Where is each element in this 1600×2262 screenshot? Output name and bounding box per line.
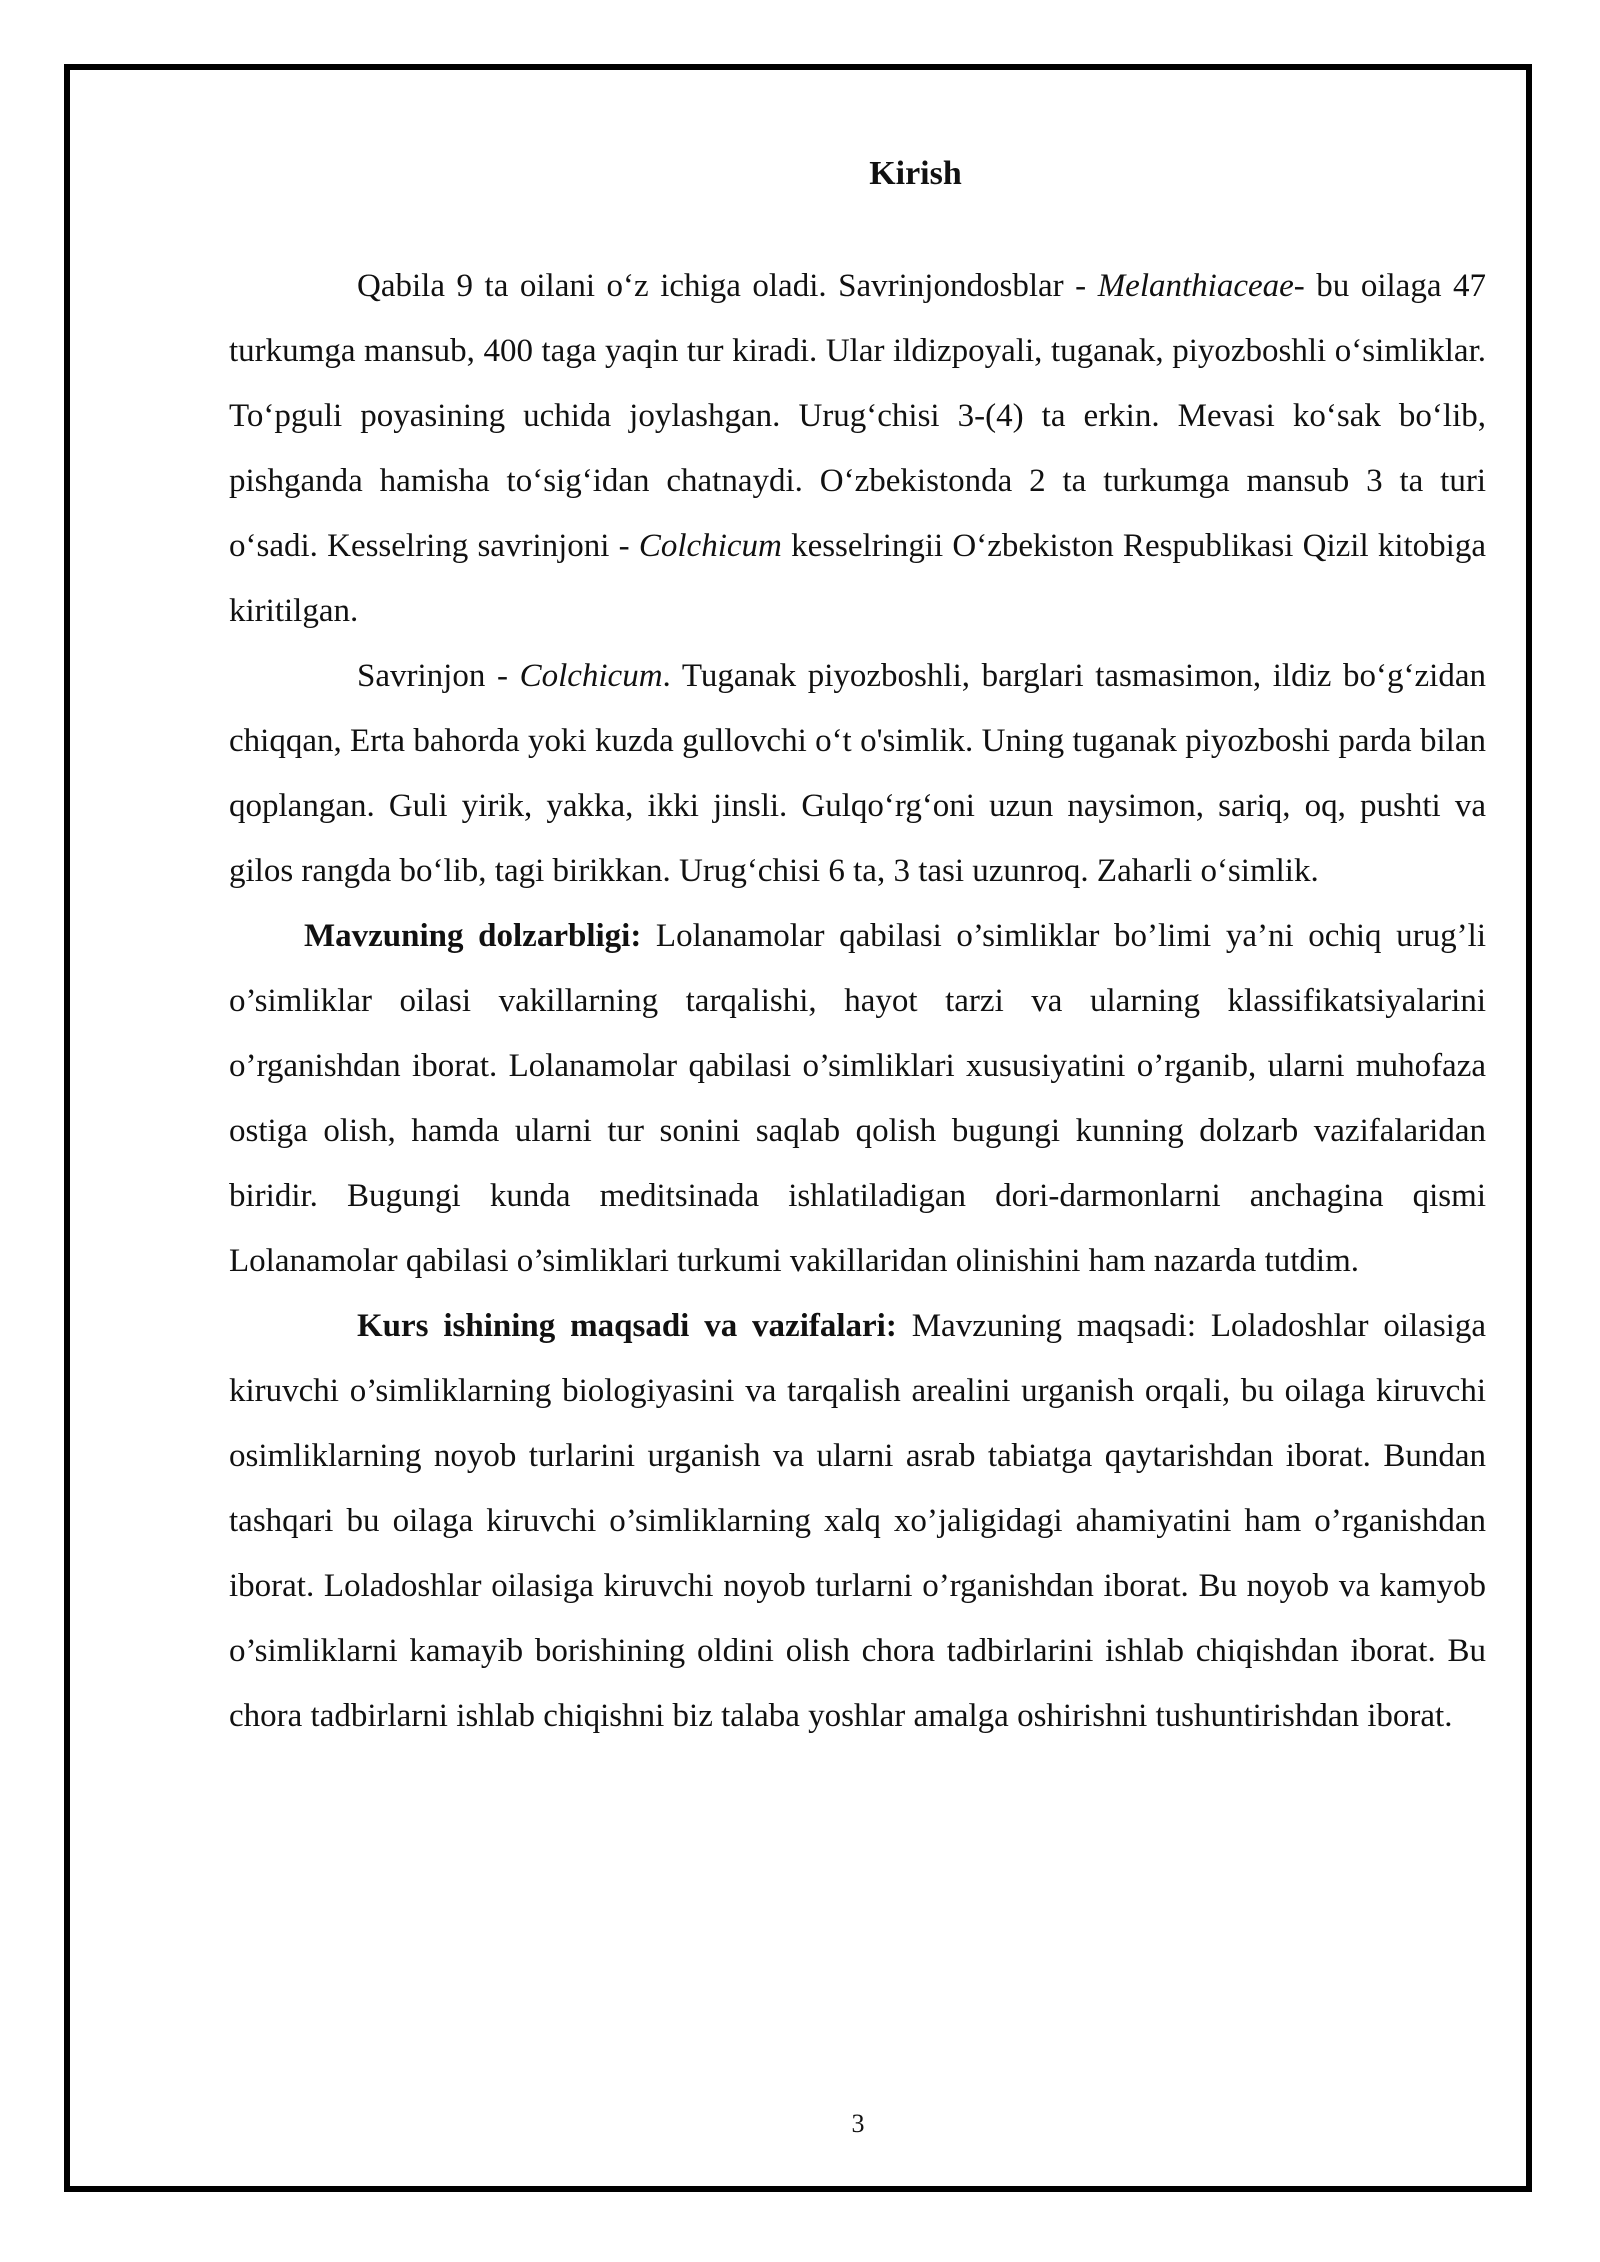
paragraph-family-description <box>229 254 1486 644</box>
paragraph-relevance <box>229 904 1486 1294</box>
page-number: 3 <box>851 2109 865 2138</box>
latin-name: Colchicum <box>519 658 663 694</box>
paragraph-goals <box>229 1294 1486 1749</box>
paragraph-text: . Tuganak piyozboshli, barglari tasmasimon, ildiz bo‘g‘zidan chiqqan, Erta bahorda yoki kuzda gullovchi o‘t o'simlik. Uning tuganak piyozboshi parda bilan qoplangan. Guli yirik, yakka, ikki jinsli. Gulqo‘rg‘oni uzun naysimon, sariq, oq, pushti va gilos rangda bo‘lib, tagi birikkan. Urug‘chisi 6 ta, 3 tasi uzunroq. Zaharli o‘simlik. <box>229 658 1486 889</box>
page-title: Kirish <box>869 155 962 192</box>
section-heading: Mavzuning dolzarbligi: <box>304 918 642 954</box>
latin-name: Colchicum <box>638 528 782 564</box>
paragraph-text: Mavzuning maqsadi: Loladoshlar oilasiga kiruvchi o’simliklarning biologiyasini va tarqalish arealini urganish orqali, bu oilaga kiruvchi osimliklarning noyob turlarini urganish va ularni asrab tabiatga qaytarishdan iborat. Bundan tashqari bu oilaga kiruvchi o’simliklarning xalq xo’jaligidagi ahamiyatini ham o’rganishdan iborat. Loladoshlar oilasiga kiruvchi noyob turlarni o’rganishdan iborat. Bu noyob va kamyob o’simliklarni kamayib borishining oldini olish chora tadbirlarini ishlab chiqishdan iborat. Bu chora tadbirlarni ishlab chiqishni biz talaba yoshlar amalga oshirishni tushuntirishdan iborat. <box>229 1308 1486 1734</box>
section-heading: Kurs ishining maqsadi va vazifalari: <box>357 1308 897 1344</box>
paragraph-text: Lolanamolar qabilasi o’simliklar bo’limi ya’ni ochiq urug’li o’simliklar oilasi vakillarning tarqalishi, hayot tarzi va ularning klassifikatsiyalarini o’rganishdan iborat. Lolanamolar qabilasi o’simliklari xususiyatini o’rganib, ularni muhofaza ostiga olish, hamda ularni tur sonini saqlab qolish bugungi kunning dolzarb vazifalaridan biridir. Bugungi kunda meditsinada ishlatiladigan dori-darmonlarni anchagina qismi Lolanamolar qabilasi o’simliklari turkumi vakillaridan olinishini ham nazarda tutdim. <box>229 918 1486 1279</box>
paragraph-text: - bu oilaga 47 turkumga mansub, 400 taga yaqin tur kiradi. Ular ildizpoyali, tuganak, piyozboshli o‘simliklar. To‘pguli poyasining uchida joylashgan. Urug‘chisi 3-(4) ta erkin. Mevasi ko‘sak bo‘lib, pishganda hamisha to‘sig‘idan chatnaydi. O‘zbekistonda 2 ta turkumga mansub 3 ta turi o‘sadi. Kesselring savrinjoni - <box>229 268 1486 564</box>
paragraph-colchicum <box>229 644 1486 904</box>
paragraph-text: kesselringii O‘zbekiston Respublikasi Qizil kitobiga kiritilgan. <box>229 528 1486 629</box>
document-body <box>229 150 1486 1749</box>
paragraph-text: Qabila 9 ta oilani o‘z ichiga oladi. Savrinjondosblar - <box>357 268 1098 304</box>
paragraph-text: Savrinjon - <box>357 658 520 694</box>
latin-name: Melanthiaceae <box>1097 268 1294 304</box>
